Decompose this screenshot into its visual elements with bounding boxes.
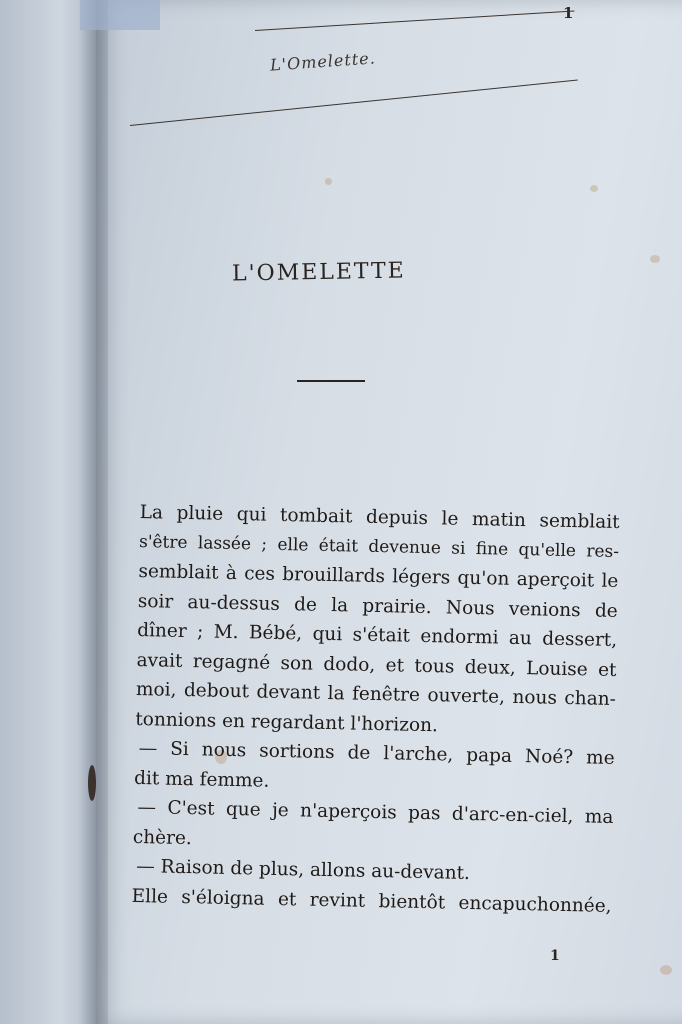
footer-signature-number: 1 [550, 948, 560, 964]
text-line: — Raison de plus, allons au-devant. [136, 856, 471, 884]
title-rule [297, 380, 365, 382]
text-line: Elle s'éloigna et revint bientôt encapuchonnée, [131, 885, 612, 917]
text-line: tonnions en regardant l'horizon. [135, 708, 439, 736]
text-line: dîner ; M. Bébé, qui s'était endormi au dessert, [137, 619, 618, 652]
running-title: L'Omelette. [269, 48, 377, 75]
body-text [131, 498, 620, 921]
text-line: s'être lassée ; elle était devenue si fine qu'elle res- [138, 531, 620, 562]
header-rule-top [255, 10, 574, 31]
text-line: dit ma femme. [133, 767, 270, 792]
text-line: chère. [132, 826, 193, 849]
text-line: La pluie qui tombait depuis le matin semblait [139, 501, 620, 534]
header-rule-bottom [130, 80, 578, 126]
text-line: — Si nous sortions de l'arche, papa Noé? me [138, 738, 615, 769]
text-line: moi, debout devant la fenêtre ouverte, nous chan- [135, 678, 617, 711]
text-line: avait regagné son dodo, et tous deux, Louise et [136, 649, 617, 681]
header-page-number: 1 [563, 4, 574, 22]
text-line: — C'est que je n'aperçois pas d'arc-en-ciel, ma [137, 797, 614, 828]
text-line: soir au-dessus de la prairie. Nous venions de [137, 590, 618, 622]
chapter-title: L'OMELETTE [231, 258, 406, 287]
text-line: semblait à ces brouillards légers qu'on aperçoit le [138, 560, 619, 593]
